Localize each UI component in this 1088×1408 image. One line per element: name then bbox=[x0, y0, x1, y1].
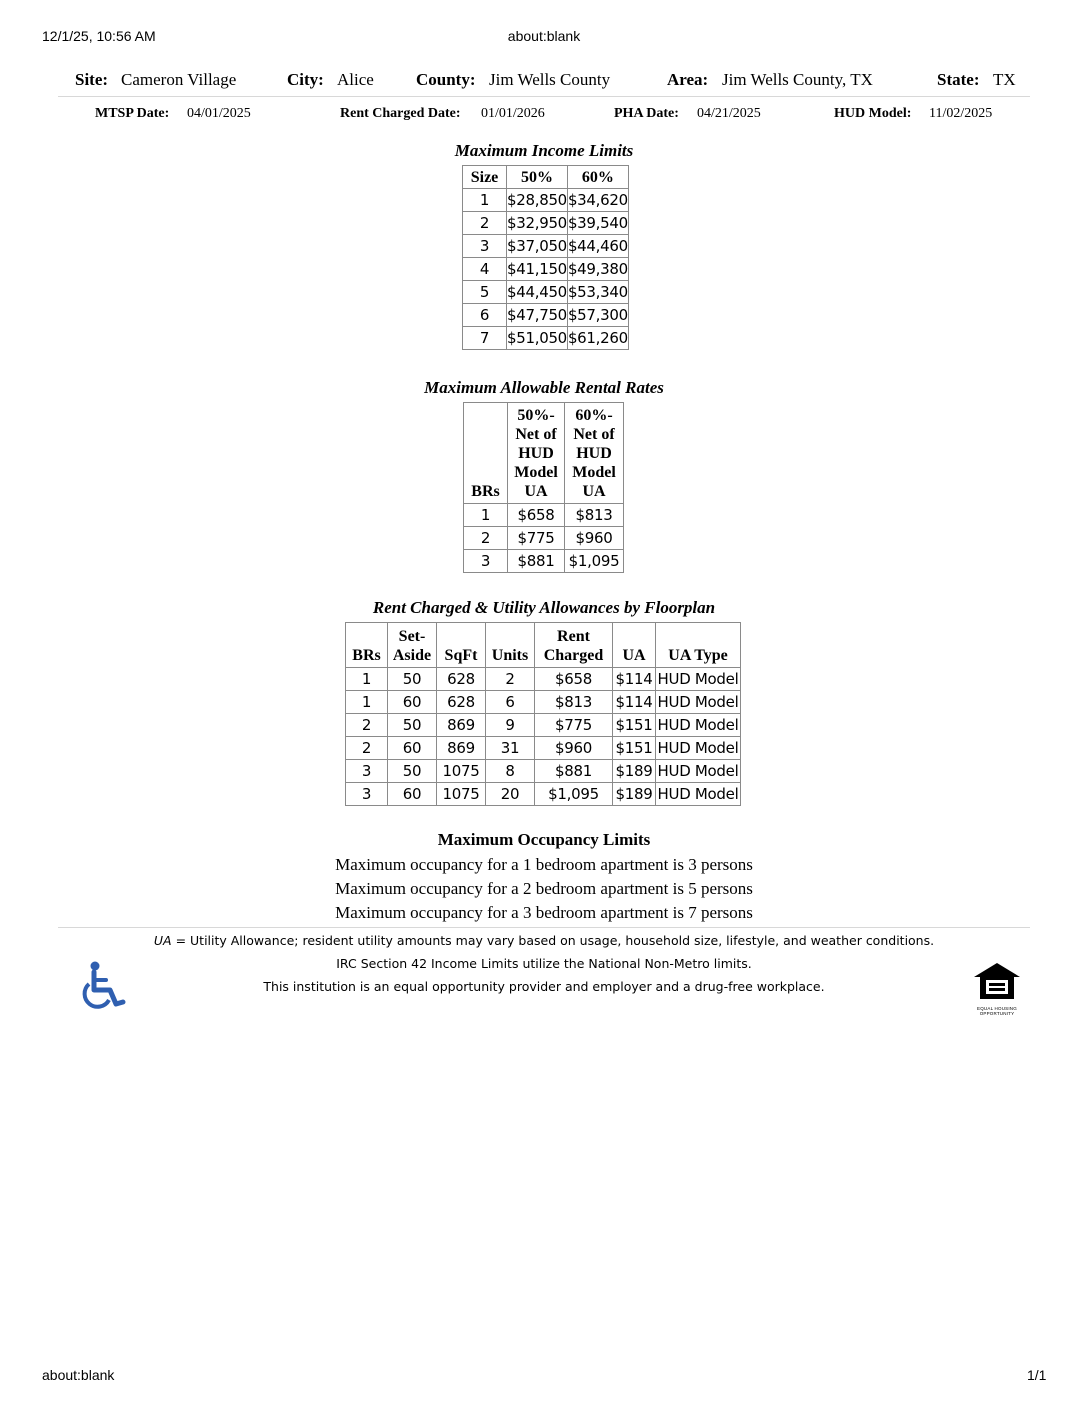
table-row bbox=[463, 304, 629, 327]
table-cell: 3 bbox=[346, 783, 388, 806]
rent-charged-date-label: Rent Charged Date: bbox=[340, 106, 461, 121]
footer-divider bbox=[58, 927, 1030, 928]
table-cell: HUD Model bbox=[656, 714, 741, 737]
occupancy-line-1: Maximum occupancy for a 1 bedroom apartment is 3 persons bbox=[335, 855, 753, 874]
equal-housing-logo-text: EQUAL HOUSING OPPORTUNITY bbox=[977, 1006, 1017, 1016]
table-cell: 60 bbox=[388, 737, 437, 760]
table-row bbox=[464, 504, 624, 527]
table-cell: 2 bbox=[346, 737, 388, 760]
floorplan-header-ua-type: UA Type bbox=[656, 623, 741, 668]
income-header-size: Size bbox=[463, 166, 507, 189]
table-row bbox=[463, 212, 629, 235]
pha-value: 04/21/2025 bbox=[697, 106, 761, 121]
table-cell: $44,460 bbox=[567, 235, 628, 258]
rental-rates-table bbox=[463, 402, 624, 573]
table-cell: 1 bbox=[464, 504, 508, 527]
table-cell: $881 bbox=[508, 550, 565, 573]
table-cell: HUD Model bbox=[656, 737, 741, 760]
hud-model-label: HUD Model: bbox=[834, 106, 912, 121]
print-footer-url: about:blank bbox=[42, 1367, 115, 1383]
table-cell: $189 bbox=[613, 760, 656, 783]
table-row bbox=[464, 550, 624, 573]
city-value: Alice bbox=[337, 70, 374, 89]
table-row bbox=[463, 327, 629, 350]
table-row bbox=[463, 258, 629, 281]
floorplan-header-brs: BRs bbox=[346, 623, 388, 668]
table-cell: $53,340 bbox=[567, 281, 628, 304]
table-cell: 20 bbox=[486, 783, 535, 806]
floorplan-header-units: Units bbox=[486, 623, 535, 668]
table-cell: $1,095 bbox=[535, 783, 613, 806]
table-cell: $775 bbox=[508, 527, 565, 550]
table-cell: $151 bbox=[613, 737, 656, 760]
occupancy-line-3: Maximum occupancy for a 3 bedroom apartment is 7 persons bbox=[335, 903, 753, 922]
table-cell: $39,540 bbox=[567, 212, 628, 235]
table-cell: 3 bbox=[463, 235, 507, 258]
eeo-note: This institution is an equal opportunity provider and employer and a drug-free workplace. bbox=[263, 979, 825, 994]
print-page-count: 1/1 bbox=[1027, 1367, 1047, 1383]
table-cell: 50 bbox=[388, 714, 437, 737]
floorplan-header-ua: UA bbox=[613, 623, 656, 668]
table-cell: 6 bbox=[486, 691, 535, 714]
table-cell: $61,260 bbox=[567, 327, 628, 350]
site-value: Cameron Village bbox=[121, 70, 237, 89]
table-cell: $813 bbox=[565, 504, 624, 527]
table-cell: $114 bbox=[613, 668, 656, 691]
ua-abbr: UA bbox=[153, 933, 172, 948]
table-row bbox=[346, 668, 741, 691]
table-cell: 60 bbox=[388, 691, 437, 714]
table-cell: $960 bbox=[535, 737, 613, 760]
table-cell: 628 bbox=[437, 668, 486, 691]
table-cell: 2 bbox=[463, 212, 507, 235]
table-cell: $37,050 bbox=[507, 235, 568, 258]
table-cell: 31 bbox=[486, 737, 535, 760]
table-cell: 869 bbox=[437, 737, 486, 760]
income-limits-title: Maximum Income Limits bbox=[454, 141, 634, 160]
table-row bbox=[346, 760, 741, 783]
table-cell: 5 bbox=[463, 281, 507, 304]
site-info-row bbox=[0, 70, 1088, 92]
table-cell: $34,620 bbox=[567, 189, 628, 212]
hud-model-value: 11/02/2025 bbox=[929, 106, 993, 121]
table-cell: $49,380 bbox=[567, 258, 628, 281]
table-cell: 2 bbox=[346, 714, 388, 737]
table-cell: $658 bbox=[535, 668, 613, 691]
ua-note-text: = Utility Allowance; resident utility amounts may vary based on usage, household size, lifestyle, and weather conditions. bbox=[171, 933, 935, 948]
table-cell: $775 bbox=[535, 714, 613, 737]
rent-charged-date-value: 01/01/2026 bbox=[481, 106, 545, 121]
table-cell: 3 bbox=[464, 550, 508, 573]
table-cell: 60 bbox=[388, 783, 437, 806]
table-cell: 1075 bbox=[437, 760, 486, 783]
floorplan-title: Rent Charged & Utility Allowances by Floorplan bbox=[372, 598, 716, 617]
ua-note bbox=[0, 933, 1088, 948]
table-cell: 6 bbox=[463, 304, 507, 327]
table-cell: 2 bbox=[464, 527, 508, 550]
table-cell: HUD Model bbox=[656, 760, 741, 783]
table-cell: 9 bbox=[486, 714, 535, 737]
table-cell: 2 bbox=[486, 668, 535, 691]
table-cell: HUD Model bbox=[656, 691, 741, 714]
income-header-50: 50% bbox=[507, 166, 568, 189]
county-label: County: bbox=[416, 70, 476, 89]
table-cell: 3 bbox=[346, 760, 388, 783]
table-cell: 1075 bbox=[437, 783, 486, 806]
table-row bbox=[463, 281, 629, 304]
rates-header-50: 50%- Net of HUD Model UA bbox=[508, 403, 565, 504]
mtsp-value: 04/01/2025 bbox=[187, 106, 251, 121]
table-cell: 1 bbox=[346, 668, 388, 691]
table-cell: $813 bbox=[535, 691, 613, 714]
table-row bbox=[463, 235, 629, 258]
print-datetime: 12/1/25, 10:56 AM bbox=[42, 28, 156, 44]
mtsp-label: MTSP Date: bbox=[95, 106, 170, 121]
wheelchair-icon bbox=[80, 960, 128, 1012]
floorplan-header-sqft: SqFt bbox=[437, 623, 486, 668]
table-cell: $28,850 bbox=[507, 189, 568, 212]
print-title: about:blank bbox=[507, 28, 581, 44]
rates-header-brs: BRs bbox=[464, 403, 508, 504]
table-cell: $47,750 bbox=[507, 304, 568, 327]
table-cell: 1 bbox=[346, 691, 388, 714]
site-label: Site: bbox=[75, 70, 109, 89]
county-value: Jim Wells County bbox=[489, 70, 611, 89]
equal-housing-icon bbox=[970, 961, 1024, 1001]
floorplan-header-rent-charged: Rent Charged bbox=[535, 623, 613, 668]
table-cell: 50 bbox=[388, 760, 437, 783]
table-row bbox=[346, 714, 741, 737]
floorplan-header-set-aside: Set- Aside bbox=[388, 623, 437, 668]
table-row bbox=[463, 189, 629, 212]
pha-label: PHA Date: bbox=[614, 106, 679, 121]
rates-header-60: 60%- Net of HUD Model UA bbox=[565, 403, 624, 504]
occupancy-title: Maximum Occupancy Limits bbox=[437, 830, 651, 849]
table-cell: 7 bbox=[463, 327, 507, 350]
table-cell: $51,050 bbox=[507, 327, 568, 350]
table-cell: $1,095 bbox=[565, 550, 624, 573]
table-cell: 628 bbox=[437, 691, 486, 714]
table-cell: $44,450 bbox=[507, 281, 568, 304]
table-cell: $960 bbox=[565, 527, 624, 550]
city-label: City: bbox=[287, 70, 324, 89]
table-row bbox=[346, 783, 741, 806]
area-value: Jim Wells County, TX bbox=[722, 70, 873, 89]
table-row bbox=[346, 691, 741, 714]
table-row bbox=[464, 527, 624, 550]
table-cell: $32,950 bbox=[507, 212, 568, 235]
table-cell: $189 bbox=[613, 783, 656, 806]
income-limits-table bbox=[462, 165, 629, 350]
rental-rates-title: Maximum Allowable Rental Rates bbox=[424, 378, 664, 397]
table-row bbox=[346, 737, 741, 760]
table-cell: $151 bbox=[613, 714, 656, 737]
state-label: State: bbox=[937, 70, 980, 89]
income-header-60: 60% bbox=[567, 166, 628, 189]
table-cell: $881 bbox=[535, 760, 613, 783]
occupancy-line-2: Maximum occupancy for a 2 bedroom apartment is 5 persons bbox=[335, 879, 753, 898]
equal-housing-logo bbox=[970, 961, 1024, 1016]
table-cell: $57,300 bbox=[567, 304, 628, 327]
table-cell: 1 bbox=[463, 189, 507, 212]
floorplan-table bbox=[345, 622, 741, 806]
table-cell: 869 bbox=[437, 714, 486, 737]
area-label: Area: bbox=[667, 70, 709, 89]
table-cell: 8 bbox=[486, 760, 535, 783]
state-value: TX bbox=[993, 70, 1016, 89]
table-cell: 50 bbox=[388, 668, 437, 691]
header-divider bbox=[58, 96, 1030, 97]
irc-note: IRC Section 42 Income Limits utilize the National Non-Metro limits. bbox=[336, 956, 752, 971]
table-cell: 4 bbox=[463, 258, 507, 281]
table-cell: $658 bbox=[508, 504, 565, 527]
dates-row bbox=[0, 106, 1088, 126]
table-cell: HUD Model bbox=[656, 668, 741, 691]
table-cell: HUD Model bbox=[656, 783, 741, 806]
table-cell: $114 bbox=[613, 691, 656, 714]
table-cell: $41,150 bbox=[507, 258, 568, 281]
